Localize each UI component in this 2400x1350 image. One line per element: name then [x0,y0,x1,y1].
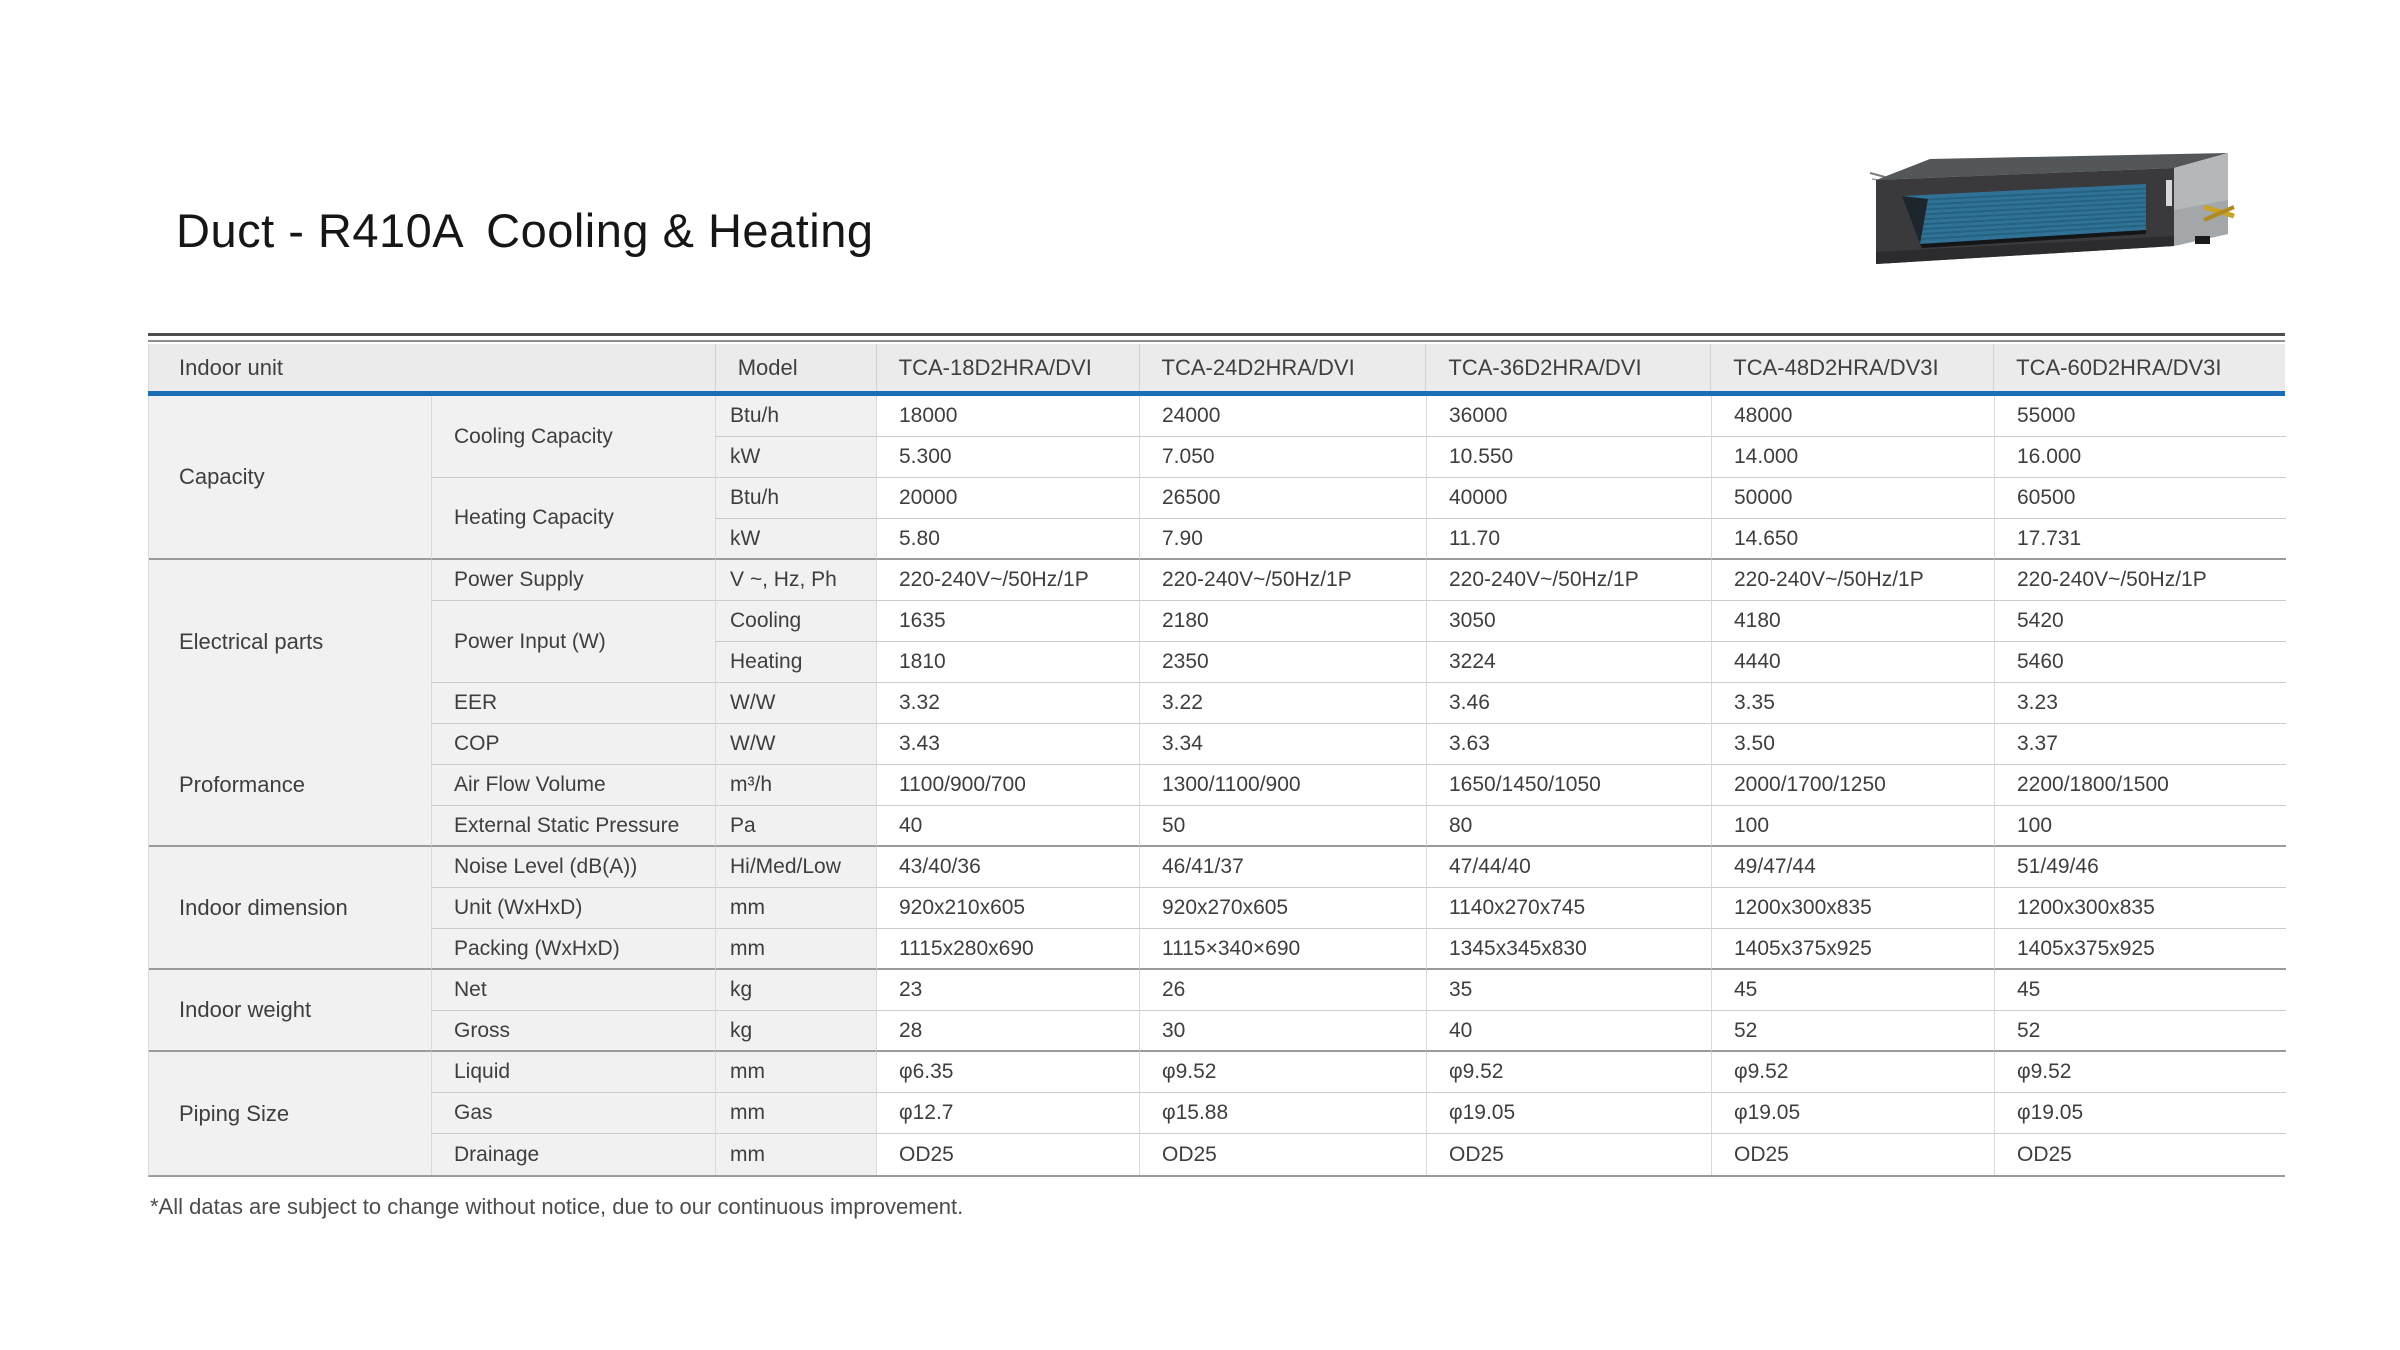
spec-value: 4440 [1711,642,1994,683]
spec-value: 23 [876,970,1139,1011]
spec-value: OD25 [1994,1134,2286,1175]
spec-value: φ15.88 [1139,1093,1426,1134]
section-label: Capacity [149,396,431,560]
param-label: Net [431,970,715,1011]
spec-value: φ19.05 [1426,1093,1711,1134]
spec-value: 48000 [1711,396,1994,437]
unit-wire [1870,173,1885,177]
spec-value: φ9.52 [1426,1052,1711,1093]
spec-value: 55000 [1994,396,2286,437]
param-label: Heating Capacity [431,478,715,560]
spec-value: 1810 [876,642,1139,683]
unit-valve [2195,236,2210,244]
unit-label: Btu/h [715,478,876,519]
spec-value: 36000 [1426,396,1711,437]
header-model-name: TCA-48D2HRA/DV3I [1710,344,1993,391]
product-image [1870,150,2275,305]
spec-value: 1140x270x745 [1426,888,1711,929]
spec-value: 3.32 [876,683,1139,724]
spec-value: 3.37 [1994,724,2286,765]
spec-value: 920x270x605 [1139,888,1426,929]
spec-value: 45 [1711,970,1994,1011]
spec-value: 2200/1800/1500 [1994,765,2286,806]
spec-value: 3.34 [1139,724,1426,765]
unit-label: mm [715,1052,876,1093]
section-label: Piping Size [149,1052,431,1175]
param-label: Gross [431,1011,715,1052]
spec-value: φ19.05 [1994,1093,2286,1134]
spec-value: 14.650 [1711,519,1994,560]
spec-value: 1100/900/700 [876,765,1139,806]
spec-value: 30 [1139,1011,1426,1052]
spec-value: OD25 [1711,1134,1994,1175]
spec-value: 220-240V~/50Hz/1P [876,560,1139,601]
unit-label: Pa [715,806,876,847]
spec-value: 47/44/40 [1426,847,1711,888]
spec-value: 16.000 [1994,437,2286,478]
spec-value: 60500 [1994,478,2286,519]
spec-value: 3224 [1426,642,1711,683]
header-model-name: TCA-60D2HRA/DV3I [1993,344,2285,391]
spec-value: 51/49/46 [1994,847,2286,888]
spec-value: 7.050 [1139,437,1426,478]
unit-label: mm [715,1134,876,1175]
param-label: External Static Pressure [431,806,715,847]
spec-value: 100 [1711,806,1994,847]
spec-value: 49/47/44 [1711,847,1994,888]
spec-value: 26 [1139,970,1426,1011]
spec-value: 2350 [1139,642,1426,683]
spec-value: 10.550 [1426,437,1711,478]
header-model-name: TCA-24D2HRA/DVI [1139,344,1426,391]
param-label: Drainage [431,1134,715,1175]
spec-value: 17.731 [1994,519,2286,560]
param-label: Cooling Capacity [431,396,715,478]
spec-value: 5.80 [876,519,1139,560]
spec-value: 3050 [1426,601,1711,642]
header-model-name: TCA-18D2HRA/DVI [876,344,1139,391]
spec-value: OD25 [876,1134,1139,1175]
spec-value: 1405x375x925 [1994,929,2286,970]
header-model: Model [715,344,876,391]
spec-value: 28 [876,1011,1139,1052]
spec-value: 52 [1711,1011,1994,1052]
spec-value: 3.22 [1139,683,1426,724]
unit-label: m³/h [715,765,876,806]
spec-value: 920x210x605 [876,888,1139,929]
unit-label: kW [715,437,876,478]
spec-value: 40 [876,806,1139,847]
spec-value: 5420 [1994,601,2286,642]
unit-label: W/W [715,724,876,765]
param-label: COP [431,724,715,765]
spec-value: 11.70 [1426,519,1711,560]
spec-value: 2180 [1139,601,1426,642]
unit-label: mm [715,888,876,929]
spec-value: 3.43 [876,724,1139,765]
spec-value: 1200x300x835 [1994,888,2286,929]
spec-value: 1650/1450/1050 [1426,765,1711,806]
spec-value: 100 [1994,806,2286,847]
param-label: Unit (WxHxD) [431,888,715,929]
unit-label: Btu/h [715,396,876,437]
param-label: Gas [431,1093,715,1134]
section-label: Indoor dimension [149,847,431,970]
header-indoor-unit: Indoor unit [179,354,283,380]
table-body [148,396,2285,1177]
spec-value: 5.300 [876,437,1139,478]
unit-label-sticker [2166,180,2172,206]
spec-value: 52 [1994,1011,2286,1052]
param-label: Liquid [431,1052,715,1093]
spec-value: φ9.52 [1994,1052,2286,1093]
spec-table [148,333,2285,1177]
unit-label: kW [715,519,876,560]
spec-value: 20000 [876,478,1139,519]
spec-value: 14.000 [1711,437,1994,478]
page-title-model: Duct - R410A [176,204,465,257]
page-title [176,203,873,258]
unit-label: mm [715,1093,876,1134]
unit-label: kg [715,970,876,1011]
unit-label: W/W [715,683,876,724]
param-label: Packing (WxHxD) [431,929,715,970]
spec-value: 43/40/36 [876,847,1139,888]
spec-value: φ9.52 [1711,1052,1994,1093]
spec-value: 50000 [1711,478,1994,519]
unit-label: V ~, Hz, Ph [715,560,876,601]
param-label: Noise Level (dB(A)) [431,847,715,888]
section-label: Indoor weight [149,970,431,1052]
spec-value: 2000/1700/1250 [1711,765,1994,806]
spec-value: 1405x375x925 [1711,929,1994,970]
spec-value: 1300/1100/900 [1139,765,1426,806]
spec-value: 1115x280x690 [876,929,1139,970]
spec-value: 46/41/37 [1139,847,1426,888]
page-title-function: Cooling & Heating [486,204,874,257]
unit-label: kg [715,1011,876,1052]
spec-value: 40000 [1426,478,1711,519]
spec-value: 3.50 [1711,724,1994,765]
spec-value: 24000 [1139,396,1426,437]
spec-value: 4180 [1711,601,1994,642]
spec-value: 1115×340×690 [1139,929,1426,970]
param-label: Power Supply [431,560,715,601]
table-header-row [148,344,2285,391]
spec-value: 3.23 [1994,683,2286,724]
header-model-name: TCA-36D2HRA/DVI [1425,344,1710,391]
spec-value: 1345x345x830 [1426,929,1711,970]
unit-label: Heating [715,642,876,683]
spec-value: 220-240V~/50Hz/1P [1994,560,2286,601]
spec-value: 220-240V~/50Hz/1P [1426,560,1711,601]
param-label: Power Input (W) [431,601,715,683]
unit-label: Cooling [715,601,876,642]
spec-value: 1635 [876,601,1139,642]
spec-value: OD25 [1139,1134,1426,1175]
spec-value: φ6.35 [876,1052,1139,1093]
footnote: *All datas are subject to change without notice, due to our continuous improvement. [150,1194,964,1219]
spec-value: 5460 [1994,642,2286,683]
table-top-rule-2 [148,340,2285,342]
spec-value: 35 [1426,970,1711,1011]
spec-value: 220-240V~/50Hz/1P [1711,560,1994,601]
spec-value: 3.63 [1426,724,1711,765]
spec-value: φ19.05 [1711,1093,1994,1134]
spec-value: 80 [1426,806,1711,847]
spec-value: 1200x300x835 [1711,888,1994,929]
section-label: Electrical parts [149,560,431,724]
section-label: Proformance [149,724,431,847]
param-label: Air Flow Volume [431,765,715,806]
spec-value: 18000 [876,396,1139,437]
spec-value: 45 [1994,970,2286,1011]
spec-value: 3.46 [1426,683,1711,724]
spec-value: OD25 [1426,1134,1711,1175]
spec-value: 220-240V~/50Hz/1P [1139,560,1426,601]
spec-value: 50 [1139,806,1426,847]
unit-label: Hi/Med/Low [715,847,876,888]
spec-value: 40 [1426,1011,1711,1052]
param-label: EER [431,683,715,724]
spec-value: 26500 [1139,478,1426,519]
spec-value: 7.90 [1139,519,1426,560]
unit-label: mm [715,929,876,970]
spec-value: 3.35 [1711,683,1994,724]
spec-value: φ12.7 [876,1093,1139,1134]
duct-indoor-unit-illustration [1870,150,2275,305]
spec-value: φ9.52 [1139,1052,1426,1093]
